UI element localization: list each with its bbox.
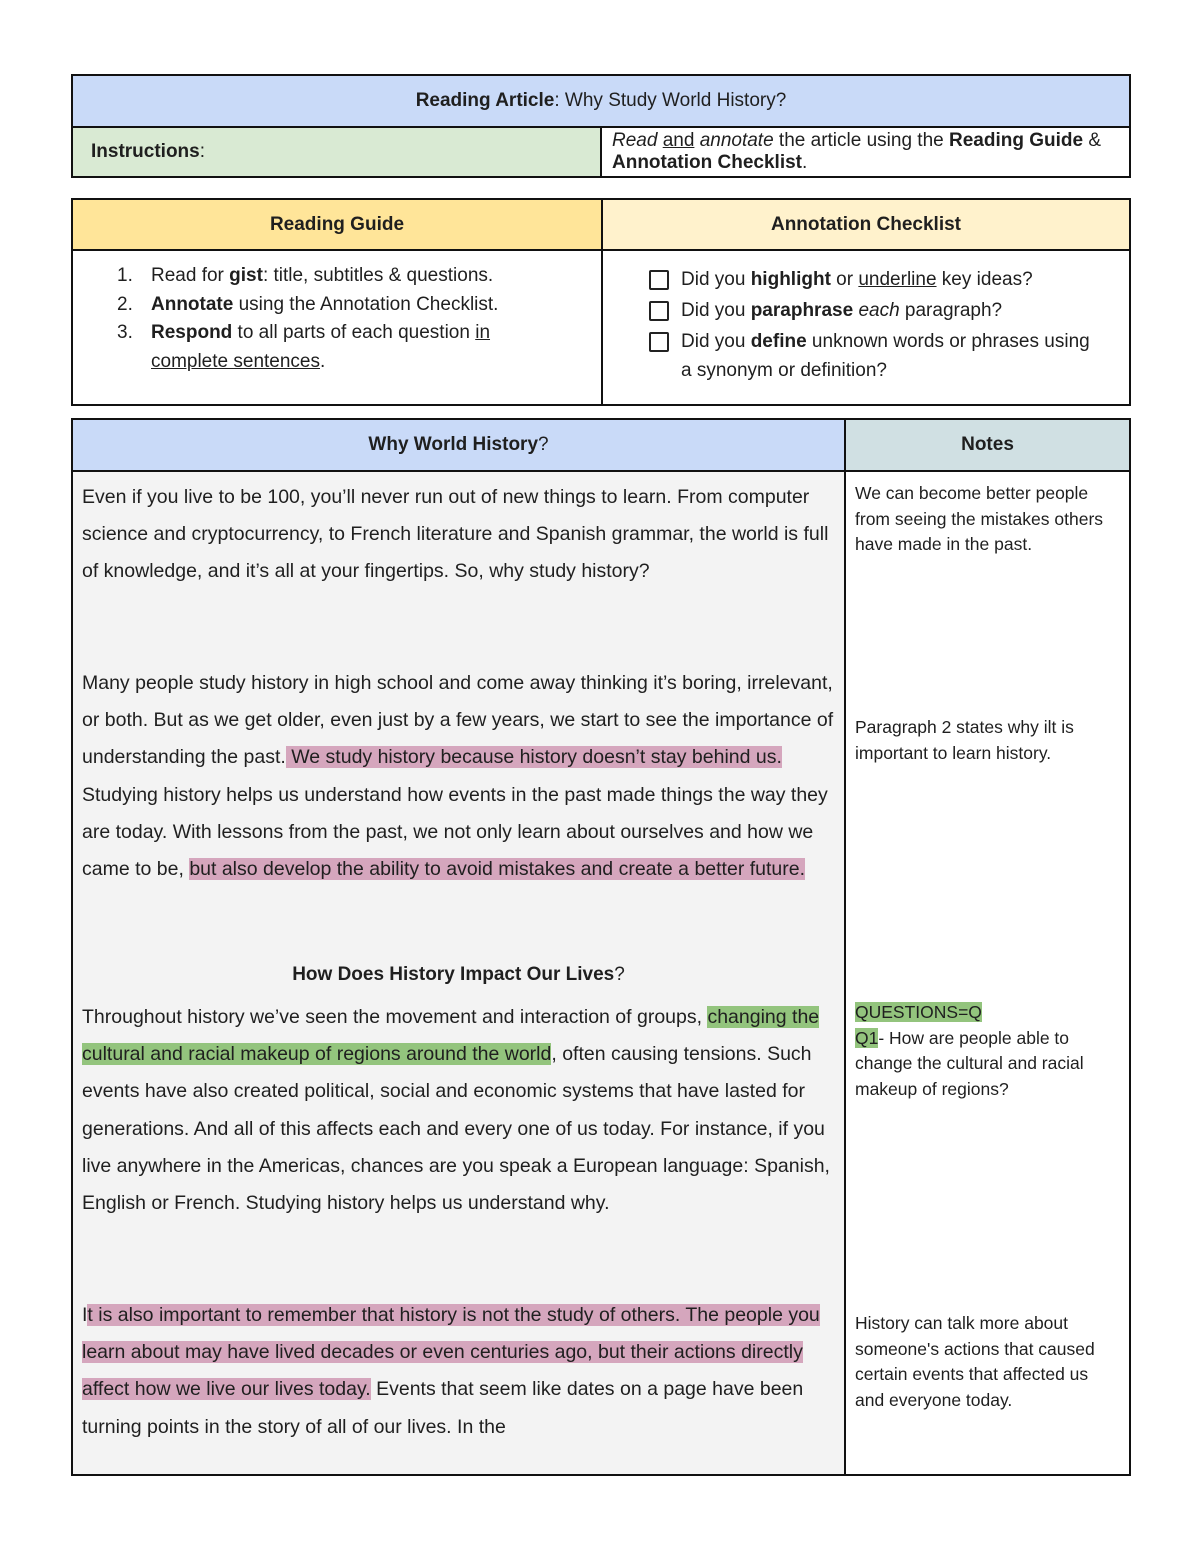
instructions-text: Read and annotate the article using the Reading Guide & Annotation Checklist. (601, 127, 1130, 177)
checklist-item-define: Did you define unknown words or phrases using a synonym or definition? (649, 327, 1101, 385)
annotation-checklist-list (603, 265, 1129, 385)
guide-item: 2. Annotate using the Annotation Checklist. (117, 293, 499, 315)
article-header-table (71, 74, 1131, 178)
note-2: Paragraph 2 states why ilt is important to learn history. (855, 717, 1074, 763)
notes-heading: Notes (845, 419, 1130, 471)
article-paragraph-4: It is also important to remember that history is not the study of others. The people you learn about may have lived decades or even centuries ago, but their actions directly affect how we live our lives today. Events that seem like dates on a page have been turning points in the story of all of our lives. In the (82, 1304, 820, 1438)
instructions-label: Instructions: (72, 127, 601, 177)
highlight-pink: but also develop the ability to avoid mistakes and create a better future. (189, 858, 806, 881)
reading-guide-body (72, 250, 602, 405)
note-1: We can become better people from seeing the mistakes others have made in the past. (855, 483, 1104, 555)
annotation-checklist-body (602, 250, 1130, 405)
article-paragraph-1: Even if you live to be 100, you’ll never run out of new things to learn. From computer science and cryptocurrency, to French literature and Spanish grammar, the world is full of knowledge, and it’s all at your fingertips. So, why study history? (82, 486, 829, 583)
reading-guide-heading: Reading Guide (72, 199, 602, 250)
highlight-pink: We study history because history doesn’t stay behind us. (285, 746, 782, 769)
highlight-green: changing the cultural and racial makeup of regions around the world (82, 1006, 820, 1066)
annotation-checklist-heading: Annotation Checklist (602, 199, 1130, 250)
article-paragraph-2: Many people study history in high school and come away thinking it’s boring, irrelevant, or both. But as we get older, even just by a few years, we start to see the importance of understanding the past. We study history because history doesn’t stay behind us. Studying history helps us understand how events in the past made things the way they are today. With lessons from the past, we not only learn about ourselves and how we came to be, but also develop the ability to avoid mistakes and create a better future. (82, 672, 834, 881)
guide-table (71, 198, 1131, 406)
article-heading: Why World History? (72, 419, 845, 471)
checklist-item-paraphrase: Did you paraphrase each paragraph? (649, 296, 1101, 325)
reading-guide-list (73, 262, 601, 376)
guide-item: 3. Respond to all parts of each question in complete sentences. (117, 322, 491, 372)
article-table (71, 418, 1131, 1476)
guide-item: 1. Read for gist: title, subtitles & questions. (117, 265, 494, 286)
article-body (72, 471, 845, 1475)
note-3: QUESTIONS=Q Q1- How are people able to change the cultural and racial makeup of regions? (855, 1002, 1084, 1100)
notes-body (845, 471, 1130, 1475)
article-subheading: How Does History Impact Our Lives? (292, 964, 625, 985)
checkbox-icon[interactable] (649, 270, 669, 290)
checkbox-icon[interactable] (649, 332, 669, 352)
highlight-green: QUESTIONS=Q (855, 1002, 982, 1022)
highlight-green: Q1 (855, 1027, 879, 1048)
checkbox-icon[interactable] (649, 301, 669, 321)
article-paragraph-3: Throughout history we’ve seen the movement and interaction of groups, changing the cultural and racial makeup of regions around the world, often causing tensions. Such events have also created political, social and economic systems that have lasted for generations. And all of this affects each and every one of us today. For instance, if you live anywhere in the Americas, chances are you speak a European language: Spanish, English or French. Studying history helps us understand why. (82, 1006, 830, 1215)
article-title: Reading Article: Why Study World History? (72, 75, 1130, 127)
note-4: History can talk more about someone's actions that caused certain events that affected us and everyone today. (855, 1313, 1095, 1411)
highlight-pink: t is also important to remember that history is not the study of others. The people you learn about may have lived decades or even centuries ago, but their actions directly affect how we live our lives today. (82, 1304, 820, 1401)
checklist-item-highlight: Did you highlight or underline key ideas? (649, 265, 1101, 294)
